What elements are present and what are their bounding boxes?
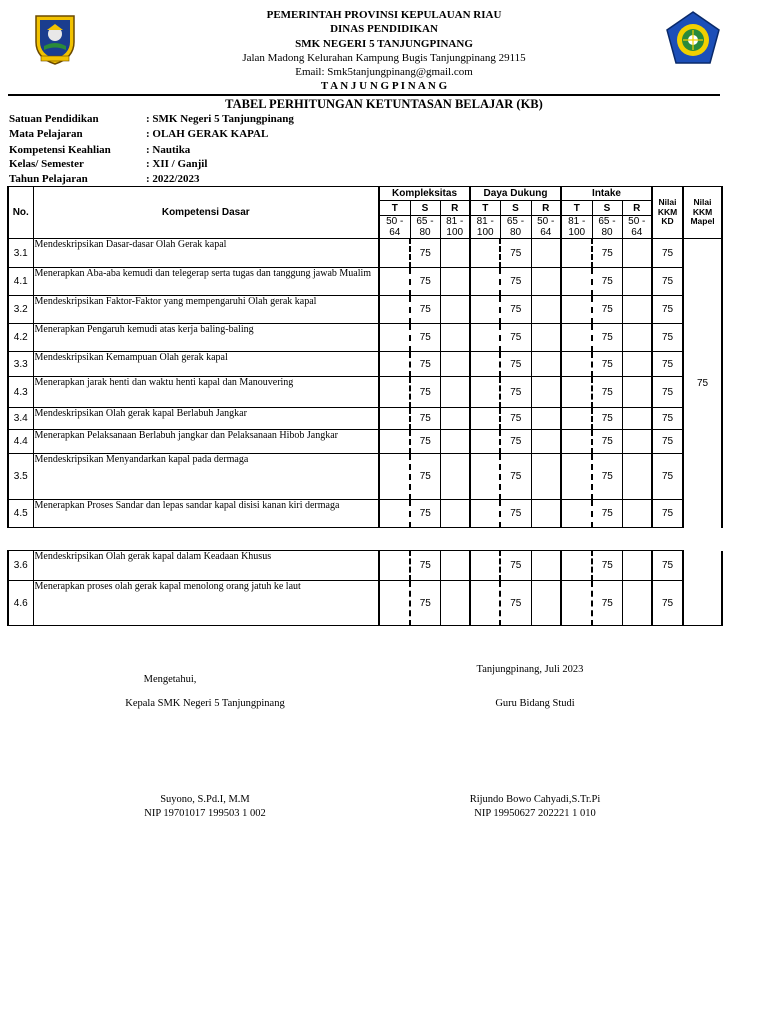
cell-daya-dukung-s: 75 — [500, 454, 531, 500]
cell-intake-t — [561, 377, 592, 408]
table-row — [8, 551, 722, 581]
row-kompetensi-dasar: Menerapkan Pengaruh kemudi atas kerja baling-baling — [33, 324, 379, 352]
cell-kompleksitas-r — [440, 352, 470, 377]
cell-intake-t — [561, 454, 592, 500]
group-daya-dukung: Daya Dukung — [470, 187, 561, 201]
cell-daya-dukung-s: 75 — [500, 551, 531, 581]
cell-intake-t — [561, 296, 592, 324]
sign-left-name: Suyono, S.Pd.I, M.M — [160, 794, 250, 805]
cell-intake-r — [622, 408, 652, 430]
cell-kompleksitas-s: 75 — [410, 581, 440, 626]
cell-daya-dukung-s: 75 — [500, 296, 531, 324]
cell-intake-r — [622, 268, 652, 296]
cell-intake-s: 75 — [592, 430, 622, 454]
range-kompleksitas-s: 65 - 80 — [410, 216, 440, 239]
cell-intake-s: 75 — [592, 268, 622, 296]
row-no: 3.1 — [8, 239, 33, 268]
cell-kkm-kd: 75 — [652, 454, 683, 500]
sub-t-kompleksitas: T — [379, 201, 410, 216]
col-kkm-kd-header: Nilai KKM KD — [652, 187, 683, 239]
cell-intake-r — [622, 377, 652, 408]
cell-daya-dukung-s: 75 — [500, 268, 531, 296]
row-no: 4.4 — [8, 430, 33, 454]
cell-intake-t — [561, 408, 592, 430]
cell-daya-dukung-s: 75 — [500, 239, 531, 268]
cell-kompleksitas-s: 75 — [410, 268, 440, 296]
range-daya-dukung-t: 81 - 100 — [470, 216, 500, 239]
table-row — [8, 408, 722, 430]
place-date: Tanjungpinang, Juli 2023 — [476, 664, 584, 675]
table-row — [8, 377, 722, 408]
col-kkm-mapel-header: Nilai KKM Mapel — [683, 187, 722, 239]
cell-intake-s: 75 — [592, 352, 622, 377]
cell-kompleksitas-t — [379, 500, 410, 528]
cell-intake-s: 75 — [592, 454, 622, 500]
cell-kkm-kd: 75 — [652, 239, 683, 268]
cell-intake-r — [622, 454, 652, 500]
sub-s-kompleksitas: S — [410, 201, 440, 216]
cell-daya-dukung-s: 75 — [500, 352, 531, 377]
cell-daya-dukung-r — [531, 500, 561, 528]
cell-kkm-kd: 75 — [652, 581, 683, 626]
group-intake: Intake — [561, 187, 652, 201]
range-kompleksitas-r: 81 - 100 — [440, 216, 470, 239]
cell-kompleksitas-t — [379, 352, 410, 377]
row-no: 4.5 — [8, 500, 33, 528]
table-row — [8, 500, 722, 528]
cell-intake-r — [622, 296, 652, 324]
cell-kompleksitas-t — [379, 408, 410, 430]
group-kompleksitas: Kompleksitas — [379, 187, 470, 201]
sub-s-intake: S — [592, 201, 622, 216]
cell-intake-r — [622, 500, 652, 528]
cell-kompleksitas-r — [440, 551, 470, 581]
cell-daya-dukung-t — [470, 454, 500, 500]
cell-intake-t — [561, 352, 592, 377]
cell-kompleksitas-r — [440, 454, 470, 500]
cell-daya-dukung-r — [531, 581, 561, 626]
document-title: TABEL PERHITUNGAN KETUNTASAN BELAJAR (KB) — [225, 97, 543, 111]
cell-daya-dukung-s: 75 — [500, 408, 531, 430]
row-no: 4.3 — [8, 377, 33, 408]
cell-daya-dukung-t — [470, 239, 500, 268]
cell-daya-dukung-r — [531, 430, 561, 454]
row-kompetensi-dasar: Mendeskripsikan Olah gerak kapal Berlabuh Jangkar — [33, 408, 379, 430]
cell-kkm-mapel-empty — [683, 551, 722, 581]
cell-daya-dukung-r — [531, 239, 561, 268]
cell-kompleksitas-r — [440, 239, 470, 268]
range-intake-t: 81 - 100 — [561, 216, 592, 239]
info-label-kelas: Kelas/ Semester — [9, 158, 84, 170]
row-no: 4.2 — [8, 324, 33, 352]
cell-kkm-mapel: 75 — [683, 239, 722, 528]
cell-daya-dukung-r — [531, 352, 561, 377]
table-row — [8, 239, 722, 268]
row-no: 3.4 — [8, 408, 33, 430]
table-row — [8, 352, 722, 377]
cell-daya-dukung-t — [470, 551, 500, 581]
cell-intake-r — [622, 324, 652, 352]
cell-kompleksitas-r — [440, 408, 470, 430]
row-kompetensi-dasar: Mendeskripsikan Kemampuan Olah gerak kapal — [33, 352, 379, 377]
row-no: 4.1 — [8, 268, 33, 296]
cell-intake-t — [561, 268, 592, 296]
cell-daya-dukung-t — [470, 352, 500, 377]
row-no: 3.3 — [8, 352, 33, 377]
cell-daya-dukung-s: 75 — [500, 581, 531, 626]
cell-kkm-kd: 75 — [652, 377, 683, 408]
cell-daya-dukung-t — [470, 500, 500, 528]
cell-intake-s: 75 — [592, 296, 622, 324]
sign-left-nip: NIP 19701017 199503 1 002 — [144, 808, 266, 819]
info-value-kelas: : XII / Ganjil — [146, 158, 208, 170]
header-email: Email: Smk5tanjungpinang@gmail.com — [295, 66, 473, 78]
cell-kkm-kd: 75 — [652, 324, 683, 352]
cell-kompleksitas-r — [440, 500, 470, 528]
sign-left-intro: Mengetahui, — [143, 674, 197, 685]
row-no: 4.6 — [8, 581, 33, 626]
cell-daya-dukung-r — [531, 377, 561, 408]
cell-kompleksitas-t — [379, 268, 410, 296]
cell-kompleksitas-t — [379, 296, 410, 324]
range-intake-r: 50 - 64 — [622, 216, 652, 239]
cell-daya-dukung-t — [470, 377, 500, 408]
sub-t-intake: T — [561, 201, 592, 216]
info-value-keahlian: : Nautika — [146, 144, 191, 156]
row-kompetensi-dasar: Menerapkan jarak henti dan waktu henti kapal dan Manouvering — [33, 377, 379, 408]
cell-kkm-mapel-empty — [683, 581, 722, 626]
cell-kompleksitas-s: 75 — [410, 377, 440, 408]
row-kompetensi-dasar: Menerapkan proses olah gerak kapal menolong orang jatuh ke laut — [33, 581, 379, 626]
kb-table — [7, 186, 723, 528]
cell-kompleksitas-t — [379, 454, 410, 500]
cell-intake-r — [622, 430, 652, 454]
cell-intake-s: 75 — [592, 239, 622, 268]
cell-kompleksitas-s: 75 — [410, 430, 440, 454]
table-row — [8, 430, 722, 454]
sign-right-nip: NIP 19950627 202221 1 010 — [474, 808, 596, 819]
table-row — [8, 324, 722, 352]
cell-kompleksitas-r — [440, 324, 470, 352]
info-label-keahlian: Kompetensi Keahlian — [9, 144, 111, 156]
info-label-satuan: Satuan Pendidikan — [9, 113, 99, 125]
cell-intake-s: 75 — [592, 408, 622, 430]
header-rule — [8, 94, 720, 96]
cell-kompleksitas-r — [440, 268, 470, 296]
row-kompetensi-dasar: Menerapkan Pelaksanaan Berlabuh jangkar dan Pelaksanaan Hibob Jangkar — [33, 430, 379, 454]
range-daya-dukung-s: 65 - 80 — [500, 216, 531, 239]
cell-kompleksitas-t — [379, 377, 410, 408]
kb-table-continued — [7, 550, 723, 626]
col-no-header: No. — [8, 187, 33, 239]
row-no: 3.2 — [8, 296, 33, 324]
cell-intake-t — [561, 239, 592, 268]
info-label-mapel: Mata Pelajaran — [9, 128, 83, 140]
cell-intake-t — [561, 430, 592, 454]
row-kompetensi-dasar: Menerapkan Proses Sandar dan lepas sandar kapal disisi kanan kiri dermaga — [33, 500, 379, 528]
table-row — [8, 296, 722, 324]
sign-right-name: Rijundo Bowo Cahyadi,S.Tr.Pi — [469, 794, 601, 805]
sign-right-role: Guru Bidang Studi — [495, 698, 575, 709]
cell-kompleksitas-r — [440, 296, 470, 324]
cell-intake-t — [561, 324, 592, 352]
header-city: T A N J U N G P I N A N G — [320, 80, 448, 92]
table-row — [8, 268, 722, 296]
cell-intake-t — [561, 581, 592, 626]
cell-intake-t — [561, 500, 592, 528]
cell-intake-s: 75 — [592, 581, 622, 626]
cell-intake-r — [622, 352, 652, 377]
sub-s-daya-dukung: S — [500, 201, 531, 216]
cell-daya-dukung-r — [531, 324, 561, 352]
cell-intake-r — [622, 551, 652, 581]
range-intake-s: 65 - 80 — [592, 216, 622, 239]
cell-kompleksitas-t — [379, 551, 410, 581]
row-kompetensi-dasar: Mendeskripsikan Dasar-dasar Olah Gerak kapal — [33, 239, 379, 268]
info-value-mapel: : OLAH GERAK KAPAL — [146, 128, 269, 140]
table-row — [8, 454, 722, 500]
cell-daya-dukung-r — [531, 551, 561, 581]
info-value-tahun: : 2022/2023 — [146, 173, 200, 185]
sub-r-daya-dukung: R — [531, 201, 561, 216]
cell-daya-dukung-t — [470, 268, 500, 296]
table-row — [8, 581, 722, 626]
cell-kompleksitas-s: 75 — [410, 324, 440, 352]
range-daya-dukung-r: 50 - 64 — [531, 216, 561, 239]
cell-kkm-kd: 75 — [652, 551, 683, 581]
cell-intake-s: 75 — [592, 500, 622, 528]
cell-daya-dukung-r — [531, 268, 561, 296]
cell-daya-dukung-t — [470, 408, 500, 430]
cell-kkm-kd: 75 — [652, 268, 683, 296]
cell-kompleksitas-s: 75 — [410, 408, 440, 430]
cell-kompleksitas-s: 75 — [410, 352, 440, 377]
cell-kompleksitas-s: 75 — [410, 296, 440, 324]
info-value-satuan: : SMK Negeri 5 Tanjungpinang — [146, 113, 294, 125]
cell-kompleksitas-t — [379, 239, 410, 268]
row-no: 3.5 — [8, 454, 33, 500]
cell-daya-dukung-s: 75 — [500, 324, 531, 352]
cell-daya-dukung-s: 75 — [500, 377, 531, 408]
cell-intake-r — [622, 239, 652, 268]
cell-kompleksitas-s: 75 — [410, 500, 440, 528]
header-government: PEMERINTAH PROVINSI KEPULAUAN RIAU — [266, 9, 502, 21]
cell-kkm-kd: 75 — [652, 430, 683, 454]
cell-daya-dukung-r — [531, 408, 561, 430]
cell-daya-dukung-t — [470, 581, 500, 626]
row-kompetensi-dasar: Mendeskripsikan Olah gerak kapal dalam Keadaan Khusus — [33, 551, 379, 581]
cell-daya-dukung-r — [531, 296, 561, 324]
col-kd-header: Kompetensi Dasar — [33, 187, 379, 239]
cell-kompleksitas-r — [440, 377, 470, 408]
cell-kompleksitas-t — [379, 324, 410, 352]
sub-r-intake: R — [622, 201, 652, 216]
cell-daya-dukung-t — [470, 430, 500, 454]
cell-kompleksitas-r — [440, 581, 470, 626]
row-kompetensi-dasar: Mendeskripsikan Faktor-Faktor yang mempengaruhi Olah gerak kapal — [33, 296, 379, 324]
row-kompetensi-dasar: Menerapkan Aba-aba kemudi dan telegerap serta tugas dan tanggung jawab Mualim — [33, 268, 379, 296]
cell-kkm-kd: 75 — [652, 352, 683, 377]
sub-r-kompleksitas: R — [440, 201, 470, 216]
row-no: 3.6 — [8, 551, 33, 581]
cell-kompleksitas-r — [440, 430, 470, 454]
range-kompleksitas-t: 50 - 64 — [379, 216, 410, 239]
cell-daya-dukung-s: 75 — [500, 500, 531, 528]
header-address: Jalan Madong Kelurahan Kampung Bugis Tanjungpinang 29115 — [242, 52, 526, 64]
cell-intake-s: 75 — [592, 377, 622, 408]
info-label-tahun: Tahun Pelajaran — [9, 173, 88, 185]
cell-daya-dukung-t — [470, 324, 500, 352]
cell-daya-dukung-t — [470, 296, 500, 324]
sign-left-role: Kepala SMK Negeri 5 Tanjungpinang — [125, 698, 285, 709]
header-school: SMK NEGERI 5 TANJUNGPINANG — [295, 38, 473, 50]
cell-kompleksitas-s: 75 — [410, 551, 440, 581]
row-kompetensi-dasar: Mendeskripsikan Menyandarkan kapal pada dermaga — [33, 454, 379, 500]
cell-daya-dukung-r — [531, 454, 561, 500]
cell-kkm-kd: 75 — [652, 500, 683, 528]
cell-kompleksitas-t — [379, 581, 410, 626]
cell-kompleksitas-s: 75 — [410, 239, 440, 268]
cell-kkm-kd: 75 — [652, 296, 683, 324]
cell-kompleksitas-s: 75 — [410, 454, 440, 500]
sub-t-daya-dukung: T — [470, 201, 500, 216]
cell-kompleksitas-t — [379, 430, 410, 454]
cell-intake-s: 75 — [592, 324, 622, 352]
header-agency: DINAS PENDIDIKAN — [330, 23, 438, 35]
cell-kkm-kd: 75 — [652, 408, 683, 430]
cell-intake-t — [561, 551, 592, 581]
cell-intake-s: 75 — [592, 551, 622, 581]
cell-intake-r — [622, 581, 652, 626]
cell-daya-dukung-s: 75 — [500, 430, 531, 454]
